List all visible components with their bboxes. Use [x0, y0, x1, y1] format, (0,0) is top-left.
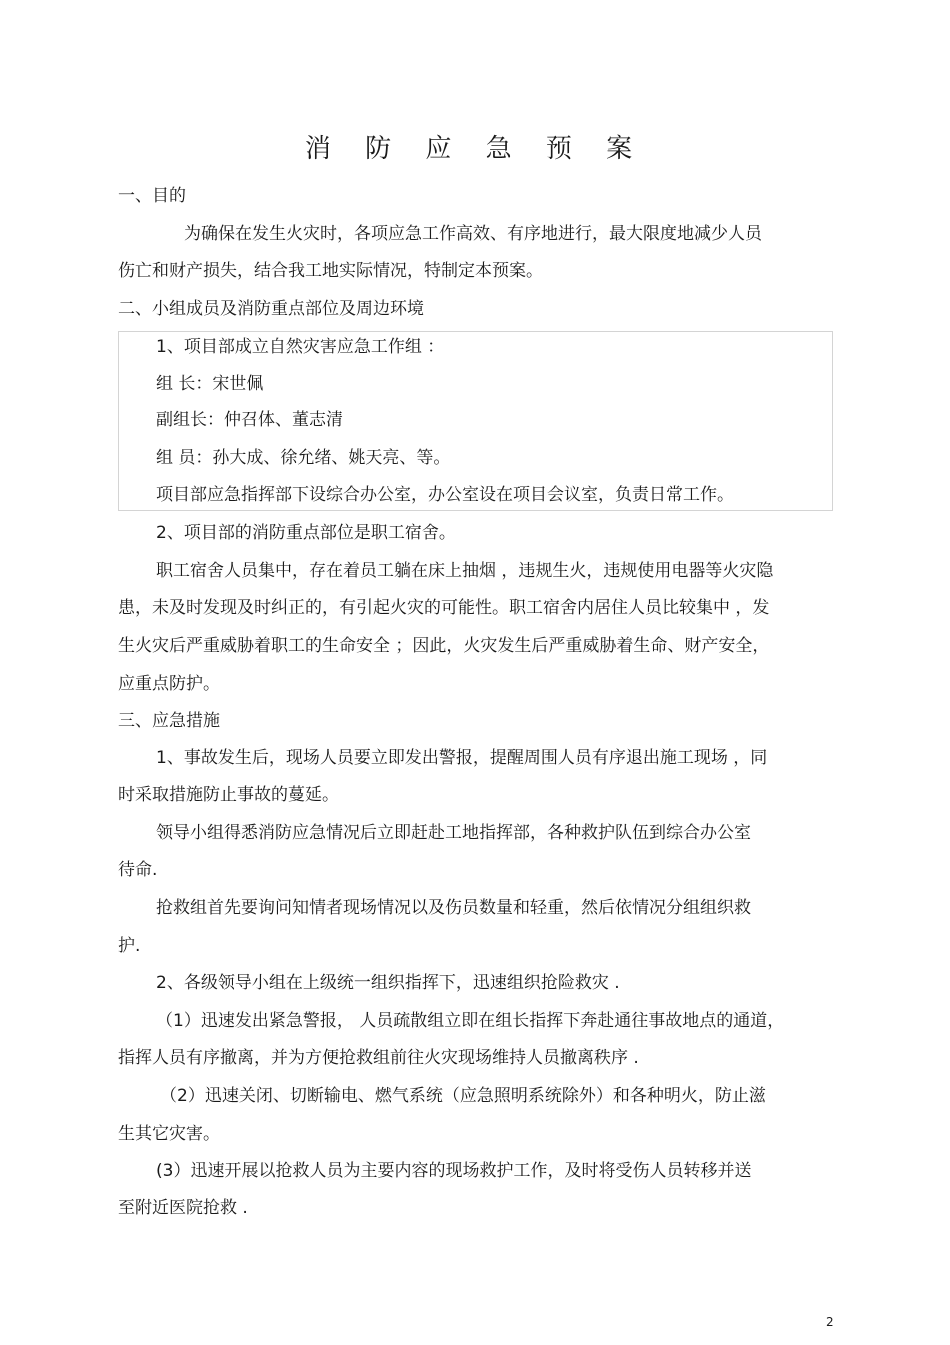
measure-2-1-line-2: 指挥人员有序撤离，并为方便抢救组前往火灾现场维持人员撤离秩序 . [118, 1048, 639, 1068]
dormitory-para-line-2: 患，未及时发现及时纠正的，有引起火灾的可能性。职工宿舍内居住人员比较集中 ，发 [118, 598, 770, 618]
deputy-leader-line: 副组长：仲召体、董志清 [156, 410, 343, 430]
measure-2-2-line-1: （2）迅速关闭、切断输电、燃气系统（应急照明系统除外）和各种明火，防止滋 [160, 1086, 766, 1106]
measure-2-2-line-2: 生其它灾害。 [118, 1124, 220, 1144]
command-office-line: 项目部应急指挥部下设综合办公室，办公室设在项目会议室，负责日常工作。 [156, 485, 734, 505]
page-number: 2 [826, 1315, 834, 1329]
measures-1-line-1: 1、事故发生后，现场人员要立即发出警报，提醒周围人员有序退出施工现场 ，同 [156, 748, 768, 768]
leadership-line-2: 待命. [118, 860, 158, 880]
purpose-text-line-2: 伤亡和财产损失，结合我工地实际情况，特制定本预案。 [118, 261, 543, 281]
measure-2-1-line-1: （1）迅速发出紧急警报， 人员疏散组立即在组长指挥下奔赴通往事故地点的通道， [156, 1011, 785, 1031]
dormitory-para-line-1: 职工宿舍人员集中，存在着员工躺在床上抽烟 ，违规生火，违规使用电器等火灾隐 [156, 561, 774, 581]
section-heading-team: 二、小组成员及消防重点部位及周边环境 [118, 299, 424, 319]
team-box-line-1: 1、项目部成立自然灾害应急工作组 ： [156, 337, 445, 357]
measures-2-line: 2、各级领导小组在上级统一组织指挥下，迅速组织抢险救灾 . [156, 973, 620, 993]
measures-1-line-2: 时采取措施防止事故的蔓延。 [118, 785, 339, 805]
section-heading-purpose: 一、目的 [118, 186, 186, 206]
dormitory-para-line-3: 生火灾后严重威胁着职工的生命安全 ；因此，火灾发生后严重威胁着生命、财产安全， [118, 636, 770, 656]
measure-2-3-line-1: (3）迅速开展以抢救人员为主要内容的现场救护工作，及时将受伤人员转移并送 [156, 1161, 752, 1181]
key-location-line: 2、项目部的消防重点部位是职工宿舍。 [156, 523, 456, 543]
team-leader-line: 组 长：宋世佩 [156, 374, 264, 394]
rescue-team-line-1: 抢救组首先要询问知情者现场情况以及伤员数量和轻重，然后依情况分组组织救 [156, 898, 751, 918]
section-heading-measures: 三、应急措施 [118, 711, 220, 731]
page-title: 消 防 应 急 预 案 [304, 134, 646, 164]
rescue-team-line-2: 护. [118, 936, 141, 956]
purpose-text-line-1: 为确保在发生火灾时，各项应急工作高效、有序地进行，最大限度地减少人员 [184, 224, 762, 244]
team-members-line: 组 员：孙大成、徐允绪、姚天亮、等。 [156, 448, 451, 468]
measure-2-3-line-2: 至附近医院抢救 . [118, 1198, 248, 1218]
leadership-line-1: 领导小组得悉消防应急情况后立即赶赴工地指挥部，各种救护队伍到综合办公室 [156, 823, 751, 843]
dormitory-para-line-4: 应重点防护。 [118, 674, 220, 694]
